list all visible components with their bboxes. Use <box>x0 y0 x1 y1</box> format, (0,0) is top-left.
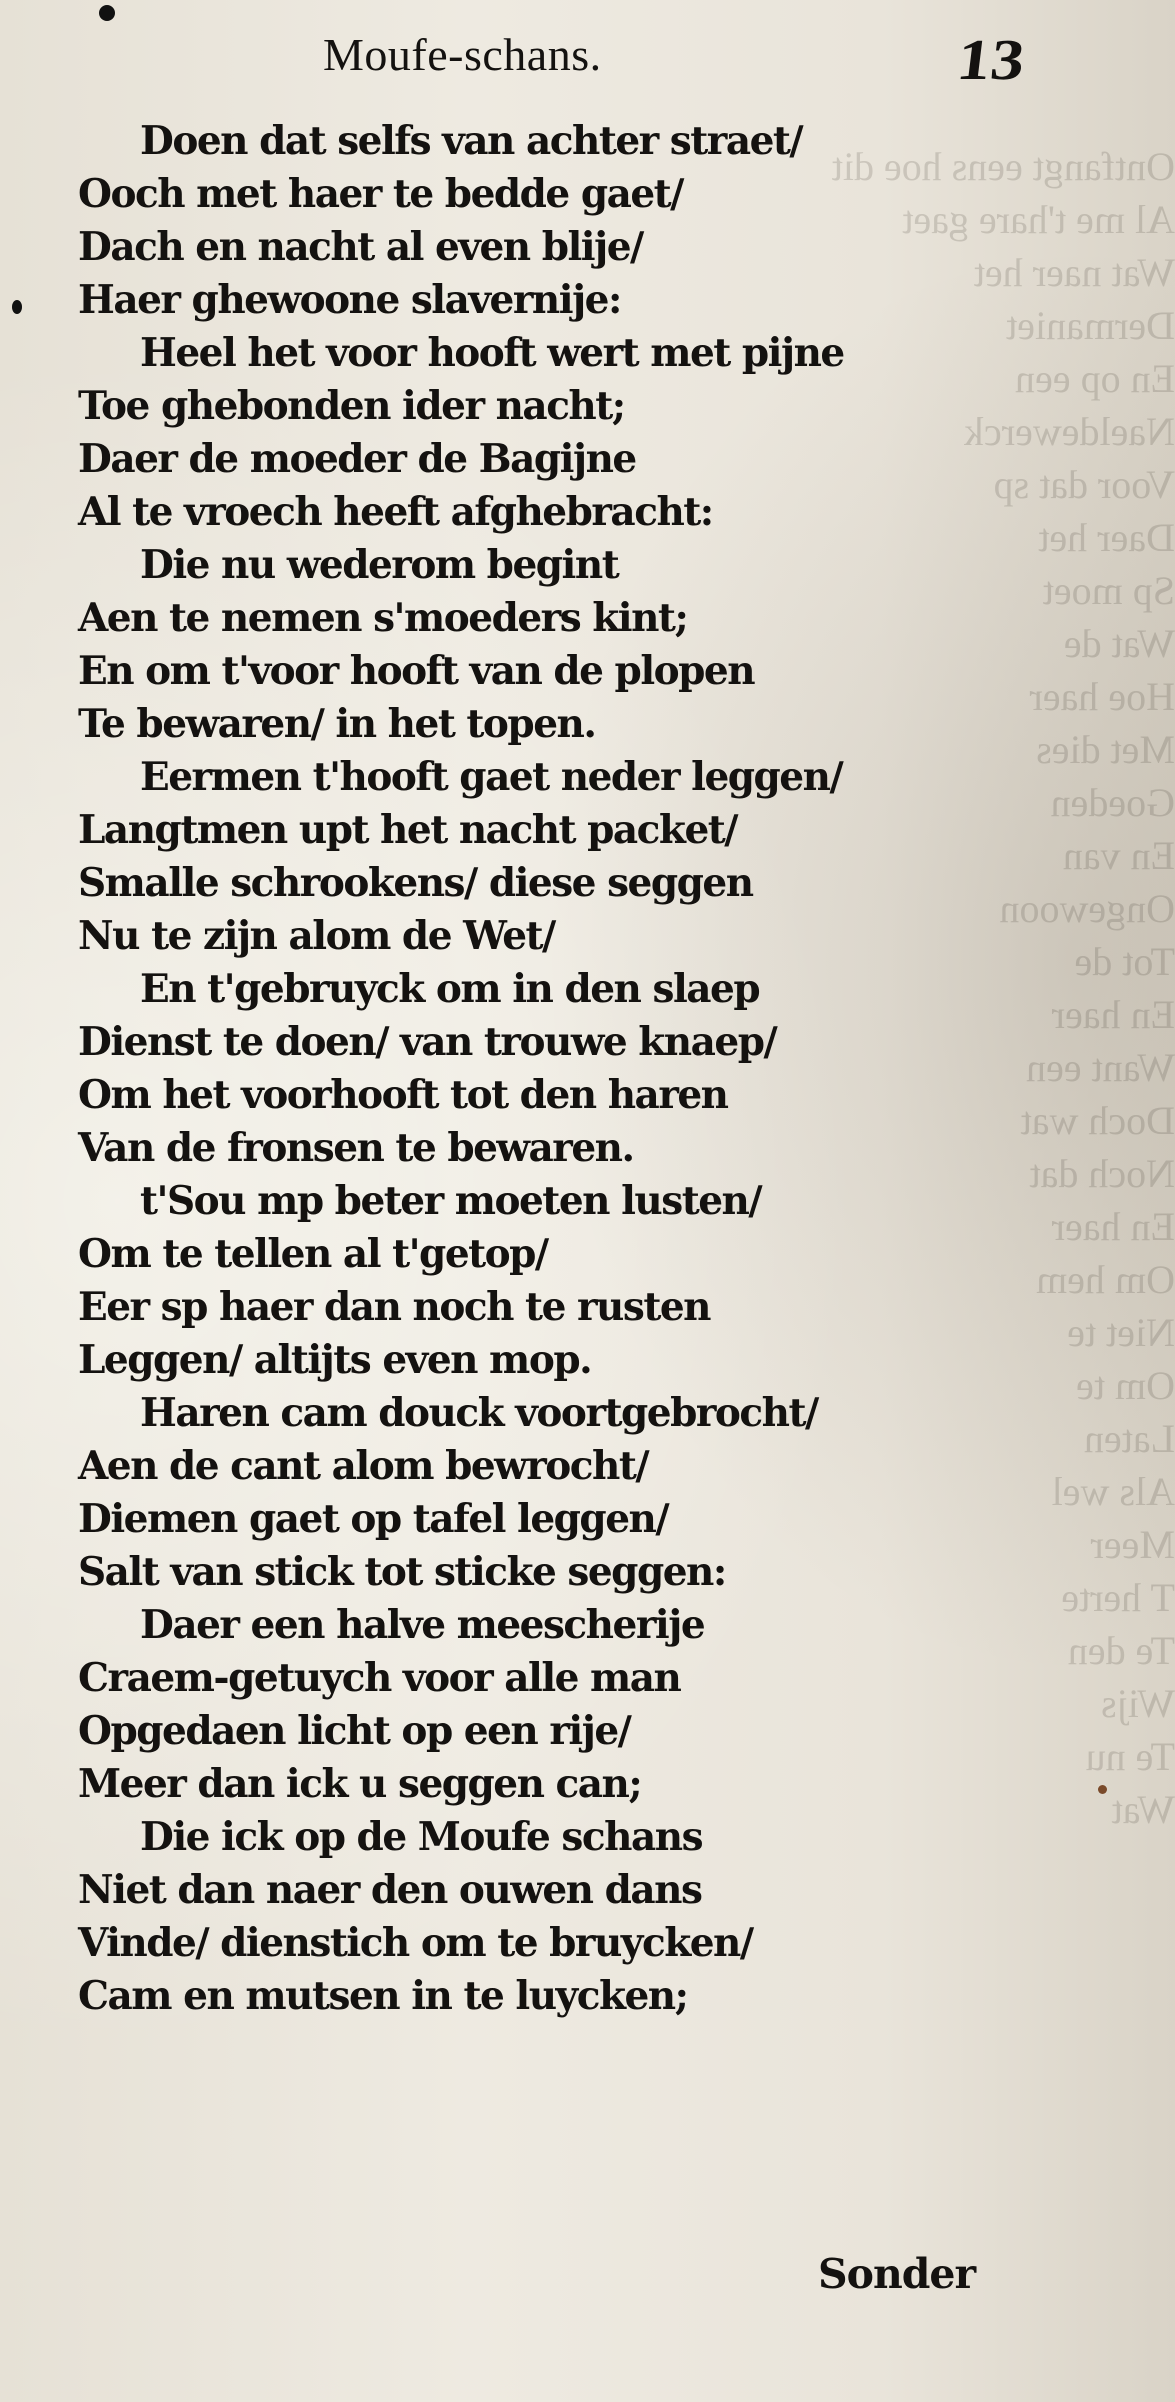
ink-spot-top <box>99 5 115 21</box>
verse-line: Craem-getuych voor alle man <box>78 1655 681 1701</box>
verse-line: Salt van stick tot sticke seggen: <box>78 1549 726 1595</box>
verse-line: Om het voorhooft tot den haren <box>78 1072 728 1118</box>
verse-line: Eer sp haer dan noch te rusten <box>78 1284 710 1330</box>
verse-line: Doen dat selfs van achter straet/ <box>140 118 803 164</box>
verse-line: Die ick op de Moufe schans <box>140 1814 703 1860</box>
verse-line: Niet dan naer den ouwen dans <box>78 1867 702 1913</box>
verse-line: Die nu wederom begint <box>140 542 619 588</box>
verse-line: Diemen gaet op tafel leggen/ <box>78 1496 669 1542</box>
verse-line: Haren cam douck voortgebrocht/ <box>140 1390 818 1436</box>
verse-line: t'Sou mp beter moeten lusten/ <box>140 1178 762 1224</box>
verse-line: Toe ghebonden ider nacht; <box>78 383 625 429</box>
verse-block <box>78 115 1058 2023</box>
verse-line: Cam en mutsen in te luycken; <box>78 1973 688 2019</box>
verse-line: Haer ghewoone slavernije: <box>78 277 621 323</box>
verse-line: Van de fronsen te bewaren. <box>78 1125 634 1171</box>
verse-line: Leggen/ altijts even mop. <box>78 1337 592 1383</box>
verse-line: Aen te nemen s'moeders kint; <box>78 595 688 641</box>
page-number: 13 <box>953 27 1029 92</box>
verse-line: Daer de moeder de Bagijne <box>78 436 636 482</box>
verse-line: Vinde/ dienstich om te bruycken/ <box>78 1920 753 1966</box>
verse-line: Te bewaren/ in het topen. <box>78 701 596 747</box>
verse-line: Dach en nacht al even blije/ <box>78 224 643 270</box>
verse-line: Al te vroech heeft afghebracht: <box>78 489 713 535</box>
verse-line: Aen de cant alom bewrocht/ <box>78 1443 649 1489</box>
verse-line: En om t'voor hooft van de plopen <box>78 648 755 694</box>
verse-line: Heel het voor hooft wert met pijne <box>140 330 844 376</box>
verse-line: Langtmen upt het nacht packet/ <box>78 807 738 853</box>
catchword: Sonder <box>818 2250 976 2298</box>
verse-line: Ooch met haer te bedde gaet/ <box>78 171 683 217</box>
verse-line: Meer dan ick u seggen can; <box>78 1761 642 1807</box>
running-head: Moufe-schans. <box>323 29 602 80</box>
verse-line: Nu te zijn alom de Wet/ <box>78 913 555 959</box>
ink-spot-right <box>1098 1785 1107 1794</box>
verse-line: Dienst te doen/ van trouwe knaep/ <box>78 1019 777 1065</box>
verse-line: Opgedaen licht op een rije/ <box>78 1708 631 1754</box>
verse-line: Om te tellen al t'getop/ <box>78 1231 548 1277</box>
page-header <box>0 28 1175 108</box>
verse-line: En t'gebruyck om in den slaep <box>140 966 760 1012</box>
verse-line: Eermen t'hooft gaet neder leggen/ <box>140 754 843 800</box>
show-through-text: Ontfangt eens hoe dit Al me t'hare gaet Wat naer het Dermaniet En op een Naeldewerck Voor dat sp Daer het Sp moet Wat de Hoe haer Met dies Goeden En van Ongewoon Tot de En haer Want een Doch wat Noch dat En haer Om hem Niet te Om te Laten Als wel Meer T herte Te den Wijs Te nu Wat <box>831 144 1175 1832</box>
verse-line: Daer een halve meescherije <box>140 1602 705 1648</box>
verse-line: Smalle schrookens/ diese seggen <box>78 860 753 906</box>
ink-spot-left <box>12 300 22 314</box>
